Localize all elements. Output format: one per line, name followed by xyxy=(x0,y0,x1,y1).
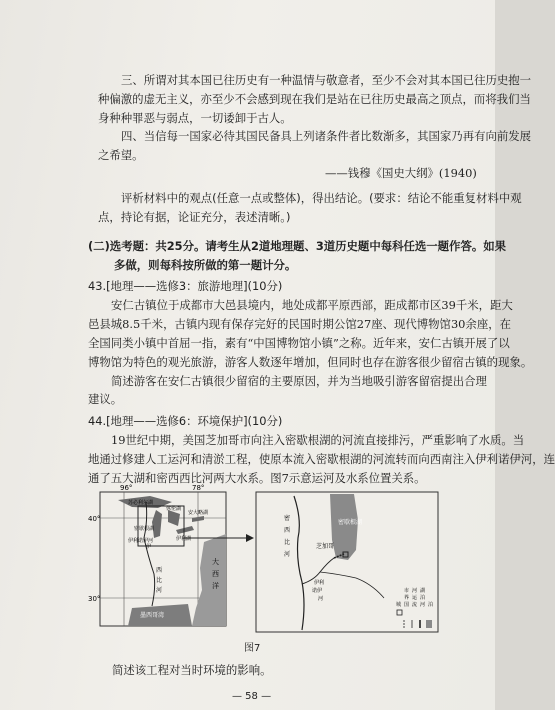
map-label: 大 xyxy=(212,558,219,566)
arrow-head-icon xyxy=(246,534,254,542)
text-line: 建议。 xyxy=(88,392,123,406)
lat-label: 30° xyxy=(88,595,101,603)
map-label: 比 xyxy=(156,577,163,584)
map-label: 河 xyxy=(156,587,163,594)
text-line: 博物馆为特色的观光旅游，游客人数逐年增加，但同时也存在游客很少留宿古镇的现象。 xyxy=(88,355,533,369)
map-label: 苏必利尔湖 xyxy=(128,500,154,506)
text-line: 地通过修建人工运河和清淤工程，使原本流入密歇根湖的河流转而向西南注入伊利诺伊河，连 xyxy=(88,452,555,466)
text-line: 三、所谓对其本国已往历史有一种温情与敬意者，至少不会对其本国已往历史抱一 xyxy=(121,73,532,87)
citation: ——钱穆《国史大纲》(1940) xyxy=(325,166,477,180)
map-label: 西 xyxy=(212,570,219,578)
map-label: 西 xyxy=(156,567,163,574)
legend-text: 泊 xyxy=(428,602,434,608)
text-line: 身种种罪恶与弱点，一切诿卸于古人。 xyxy=(98,111,292,125)
map-label: 西 xyxy=(284,527,291,534)
map-label: 密 xyxy=(284,515,291,522)
figure-7-map xyxy=(88,480,448,640)
map-label: 伊利湖 xyxy=(176,536,192,542)
lon-label: 78° xyxy=(192,484,205,492)
text-line: 简述该工程对当时环境的影响。 xyxy=(112,663,272,677)
legend-text: 市 xyxy=(404,588,410,594)
city-label: 芝加哥 xyxy=(316,543,335,550)
section-heading: (二)选考题：共25分。请考生从2道地理题、3道历史题中每科任选一题作答。如果 xyxy=(88,239,507,253)
legend-text: 国 xyxy=(404,602,410,608)
legend-text: 流 xyxy=(412,602,418,608)
map-label: 密歇根湖 xyxy=(338,519,363,526)
text-line: 简述游客在安仁古镇很少留宿的主要原因，并为当地吸引游客留宿提出合理 xyxy=(111,374,487,388)
text-line: 种偏激的虚无主义，亦至少不会感到现在我们是站在已往历史最高之顶点，而将我们当 xyxy=(98,92,531,106)
legend-text: 河 xyxy=(420,602,426,608)
map-label: 安大略湖 xyxy=(188,510,209,516)
legend-text: 城 xyxy=(396,602,402,608)
text-line: 多做，则每科按所做的第一题计分。 xyxy=(114,258,297,272)
map-label: 休伦湖 xyxy=(166,506,182,512)
text-line: 全国同类小镇中首屈一指，素有“中国博物馆小镇”之称。近年来，安仁古镇开展了以 xyxy=(88,336,510,350)
map-label: 伊利诺伊河 xyxy=(128,538,154,544)
text-line: 四、当信每一国家必待其国民备具上列诸条件者比数渐多，其国家乃再有向前发展 xyxy=(121,129,532,143)
text-line: 之希望。 xyxy=(98,148,144,162)
map-label: 河 xyxy=(284,551,291,558)
map-label: 伊利 xyxy=(314,580,325,586)
map-label: 墨西哥湾 xyxy=(140,612,165,619)
lat-label: 40° xyxy=(88,515,101,523)
text-line: 通了五大湖和密西西比河两大水系。图7示意运河及水系位置关系。 xyxy=(88,471,426,485)
text-line: 邑县城8.5千米，古镇内现有保存完好的民国时期公馆27座、现代博物馆30余座，在 xyxy=(88,317,511,331)
text-line: 安仁古镇位于成都市大邑县境内，地处成都平原西部，距成都市区39千米，距大 xyxy=(111,298,513,312)
legend-text: 河 xyxy=(412,588,418,594)
map-label: 洋 xyxy=(212,582,219,590)
page-number: — 58 — xyxy=(232,691,272,702)
map-label: 伊 xyxy=(146,544,152,550)
map-label: 河 xyxy=(318,596,324,602)
legend-text: 湖 xyxy=(420,588,426,594)
text-line: 点，持论有据，论证充分，表述清晰。) xyxy=(98,210,291,224)
figure-caption: 图7 xyxy=(244,643,261,654)
legend-text: 界 xyxy=(404,595,410,601)
legend-lake-icon xyxy=(426,620,432,628)
map-label: 密歇根湖 xyxy=(134,526,155,532)
legend-text: 运 xyxy=(412,595,418,601)
lon-label: 96° xyxy=(120,484,133,492)
text-line: 评析材料中的观点(任意一点或整体)，得出结论。(要求：结论不能重复材料中观 xyxy=(121,191,522,205)
legend-text: 泊 xyxy=(420,595,426,601)
map-label: 诺伊 xyxy=(312,588,323,594)
map-label: 比 xyxy=(284,539,291,546)
text-line: 19世纪中期，美国芝加哥市向注入密歇根湖的河流直接排污，严重影响了水质。当 xyxy=(111,433,525,447)
question-title: 44.[地理——选修6：环境保护](10分) xyxy=(88,414,283,428)
question-title: 43.[地理——选修3：旅游地理](10分) xyxy=(88,279,283,293)
